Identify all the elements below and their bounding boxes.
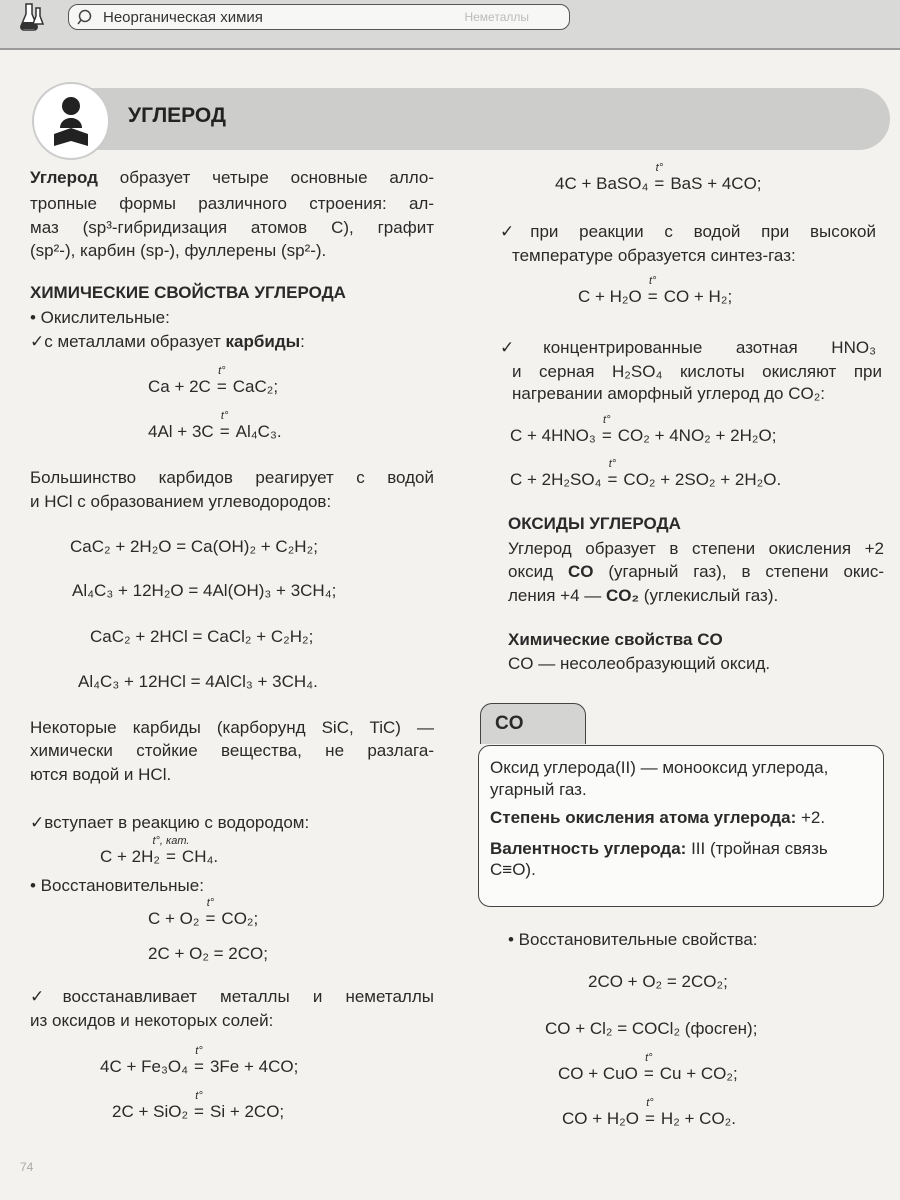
reaction-condition: t° <box>206 897 215 909</box>
text-line: • Окислительные: <box>30 308 170 327</box>
equation <box>545 1019 757 1039</box>
text-line: • Восстановительные: <box>30 876 204 895</box>
section-search-bar <box>68 4 570 30</box>
text-line: ются водой и HCl. <box>30 765 172 784</box>
equation <box>148 897 259 929</box>
equals-sign: = t° <box>607 458 618 489</box>
bleed-text: Неметаллы <box>464 10 529 24</box>
reader-icon <box>32 82 110 160</box>
topic-banner <box>40 88 890 150</box>
equation <box>588 972 728 992</box>
equation-lhs: C + 4HNO₃ <box>510 426 596 445</box>
text-line: угарный газ. <box>490 780 587 799</box>
reaction-condition: t° <box>218 365 226 377</box>
text-line: тропные формы различного строения: ал- <box>30 194 434 213</box>
equation-lhs: Al₄C₃ + 12H₂O = 4Al(OH)₃ + 3CH₄; <box>72 581 337 600</box>
equation <box>578 275 733 307</box>
text-line: и серная H₂SO₄ кислоты окисляют при <box>512 362 882 381</box>
equation-rhs: CO₂ + 2SO₂ + 2H₂O. <box>623 470 782 489</box>
flask-icon <box>18 2 48 32</box>
equals-sign: = t° <box>644 1097 655 1128</box>
equation <box>78 672 318 692</box>
equation-lhs: Ca + 2C <box>148 377 211 396</box>
equation <box>148 365 279 397</box>
topic-title: УГЛЕРОД <box>128 104 226 127</box>
equation-rhs: CO + H₂; <box>663 287 733 306</box>
equation-rhs: CaC₂; <box>232 377 279 396</box>
text-line: Большинство карбидов реагирует с водой <box>30 468 434 487</box>
equation-rhs: 3Fe + 4CO; <box>209 1057 299 1076</box>
reaction-condition: t° <box>195 1045 203 1057</box>
reaction-condition: t° <box>608 458 617 470</box>
text-line: Химические свойства CO <box>508 630 723 649</box>
text-line: CO — несолеобразующий оксид. <box>508 654 771 673</box>
text-line: C≡O). <box>490 860 536 879</box>
search-icon <box>77 8 95 26</box>
equation <box>70 537 318 557</box>
equation-rhs: Cu + CO₂; <box>659 1064 738 1083</box>
text-line: Некоторые карбиды (карборунд SiC, TiC) — <box>30 718 434 737</box>
reaction-condition: t° <box>646 1097 654 1109</box>
equals-sign: = t°, кат. <box>152 835 190 866</box>
equals-sign: = t° <box>601 414 612 445</box>
equation-lhs: C + 2H₂ <box>100 847 160 866</box>
reaction-condition: t° <box>648 275 657 287</box>
text-line: ✓с металлами образует карбиды: <box>30 332 305 351</box>
co-card-label: CO <box>495 713 524 734</box>
equation <box>148 410 282 442</box>
text-line: температуре образуется синтез-газ: <box>512 246 796 265</box>
equation <box>148 944 268 964</box>
equals-sign: = t° <box>205 897 216 928</box>
equation <box>90 627 313 647</box>
equation-lhs: 2C + SiO₂ <box>112 1102 189 1121</box>
text-line: Углерод образует четыре основные алло- <box>30 168 434 187</box>
text-line: Углерод образует в степени окисления +2 <box>508 539 884 558</box>
text-line: химически стойкие вещества, не разлага- <box>30 741 434 760</box>
equation <box>72 581 336 601</box>
equation-rhs: CO₂; <box>221 909 259 928</box>
equation-rhs: BaS + 4CO; <box>670 174 762 193</box>
equation-lhs: C + 2H₂SO₄ <box>510 470 602 489</box>
text-line: ✓восстанавливает металлы и неметаллы <box>30 987 434 1006</box>
equation-lhs: Al₄C₃ + 12HCl = 4AlCl₃ + 3CH₄. <box>78 672 318 691</box>
equation <box>510 458 782 490</box>
equals-sign: = t° <box>647 275 658 306</box>
equation-rhs: Si + 2CO; <box>209 1102 285 1121</box>
section-title: Неорганическая химия <box>103 9 263 26</box>
text-line: Степень окисления атома углерода: +2. <box>490 808 826 827</box>
equals-sign: = t° <box>643 1052 654 1083</box>
text-line: Валентность углерода: III (тройная связь <box>490 839 828 858</box>
equation-lhs: CaC₂ + 2H₂O = Ca(OH)₂ + C₂H₂; <box>70 537 318 556</box>
reaction-condition: t°, кат. <box>152 835 190 847</box>
equation-lhs: 4Al + 3C <box>148 422 214 441</box>
equation-lhs: 4C + BaSO₄ <box>555 174 649 193</box>
equals-sign: = t° <box>194 1090 204 1121</box>
equation <box>112 1090 285 1122</box>
equation <box>562 1097 736 1129</box>
text-line: маз (sp³-гибридизация атомов C), графит <box>30 218 434 237</box>
running-header <box>0 0 900 50</box>
text-line: из оксидов и некоторых солей: <box>30 1011 274 1030</box>
reaction-condition: t° <box>645 1052 653 1064</box>
equation <box>558 1052 738 1084</box>
equation-lhs: C + O₂ <box>148 909 200 928</box>
equals-sign: = t° <box>654 162 665 193</box>
co-card-tab <box>480 703 586 744</box>
text-line: оксид CO (угарный газ), в степени окис- <box>508 562 885 581</box>
equals-sign: = t° <box>216 365 227 396</box>
reaction-condition: t° <box>195 1090 203 1102</box>
equation <box>510 414 777 446</box>
equation <box>100 835 219 867</box>
reaction-condition: t° <box>603 414 611 426</box>
equation-rhs: Al₄C₃. <box>235 422 282 441</box>
equation-lhs: CO + CuO <box>558 1064 638 1083</box>
equation-lhs: 4C + Fe₃O₄ <box>100 1057 189 1076</box>
text-line: нагревании аморфный углерод до CO₂: <box>512 384 826 403</box>
equation-lhs: CaC₂ + 2HCl = CaCl₂ + C₂H₂; <box>90 627 314 646</box>
reaction-condition: t° <box>220 410 229 422</box>
text-line: • Восстановительные свойства: <box>508 930 758 949</box>
equation-lhs: CO + H₂O <box>562 1109 639 1128</box>
text-line: ОКСИДЫ УГЛЕРОДА <box>508 514 681 533</box>
equals-sign: = t° <box>194 1045 204 1076</box>
equation-lhs: 2C + O₂ = 2CO; <box>148 944 268 963</box>
text-line: ✓вступает в реакцию с водородом: <box>30 813 310 832</box>
equation-lhs: C + H₂O <box>578 287 642 306</box>
text-line: ХИМИЧЕСКИЕ СВОЙСТВА УГЛЕРОДА <box>30 283 346 302</box>
reaction-condition: t° <box>655 162 664 174</box>
page-number: 74 <box>20 1160 34 1174</box>
equation-lhs: 2CO + O₂ = 2CO₂; <box>588 972 728 991</box>
text-line: ✓при реакции с водой при высокой <box>500 222 876 241</box>
text-line: (sp²-), карбин (sp-), фуллерены (sp²-). <box>30 241 327 260</box>
equation-rhs: H₂ + CO₂. <box>660 1109 736 1128</box>
equation-rhs: CO₂ + 4NO₂ + 2H₂O; <box>617 426 777 445</box>
equation <box>100 1045 299 1077</box>
equation-lhs: CO + Cl₂ = COCl₂ (фосген); <box>545 1019 758 1038</box>
text-line: ✓концентрированные азотная HNO₃ <box>500 338 876 357</box>
text-line: ления +4 — CO₂ (углекислый газ). <box>508 586 779 605</box>
equals-sign: = t° <box>219 410 230 441</box>
text-line: Оксид углерода(II) — монооксид углерода, <box>490 758 829 777</box>
text-line: и HCl с образованием углеводородов: <box>30 492 332 511</box>
equation-rhs: CH₄. <box>181 847 219 866</box>
equation <box>555 162 762 194</box>
